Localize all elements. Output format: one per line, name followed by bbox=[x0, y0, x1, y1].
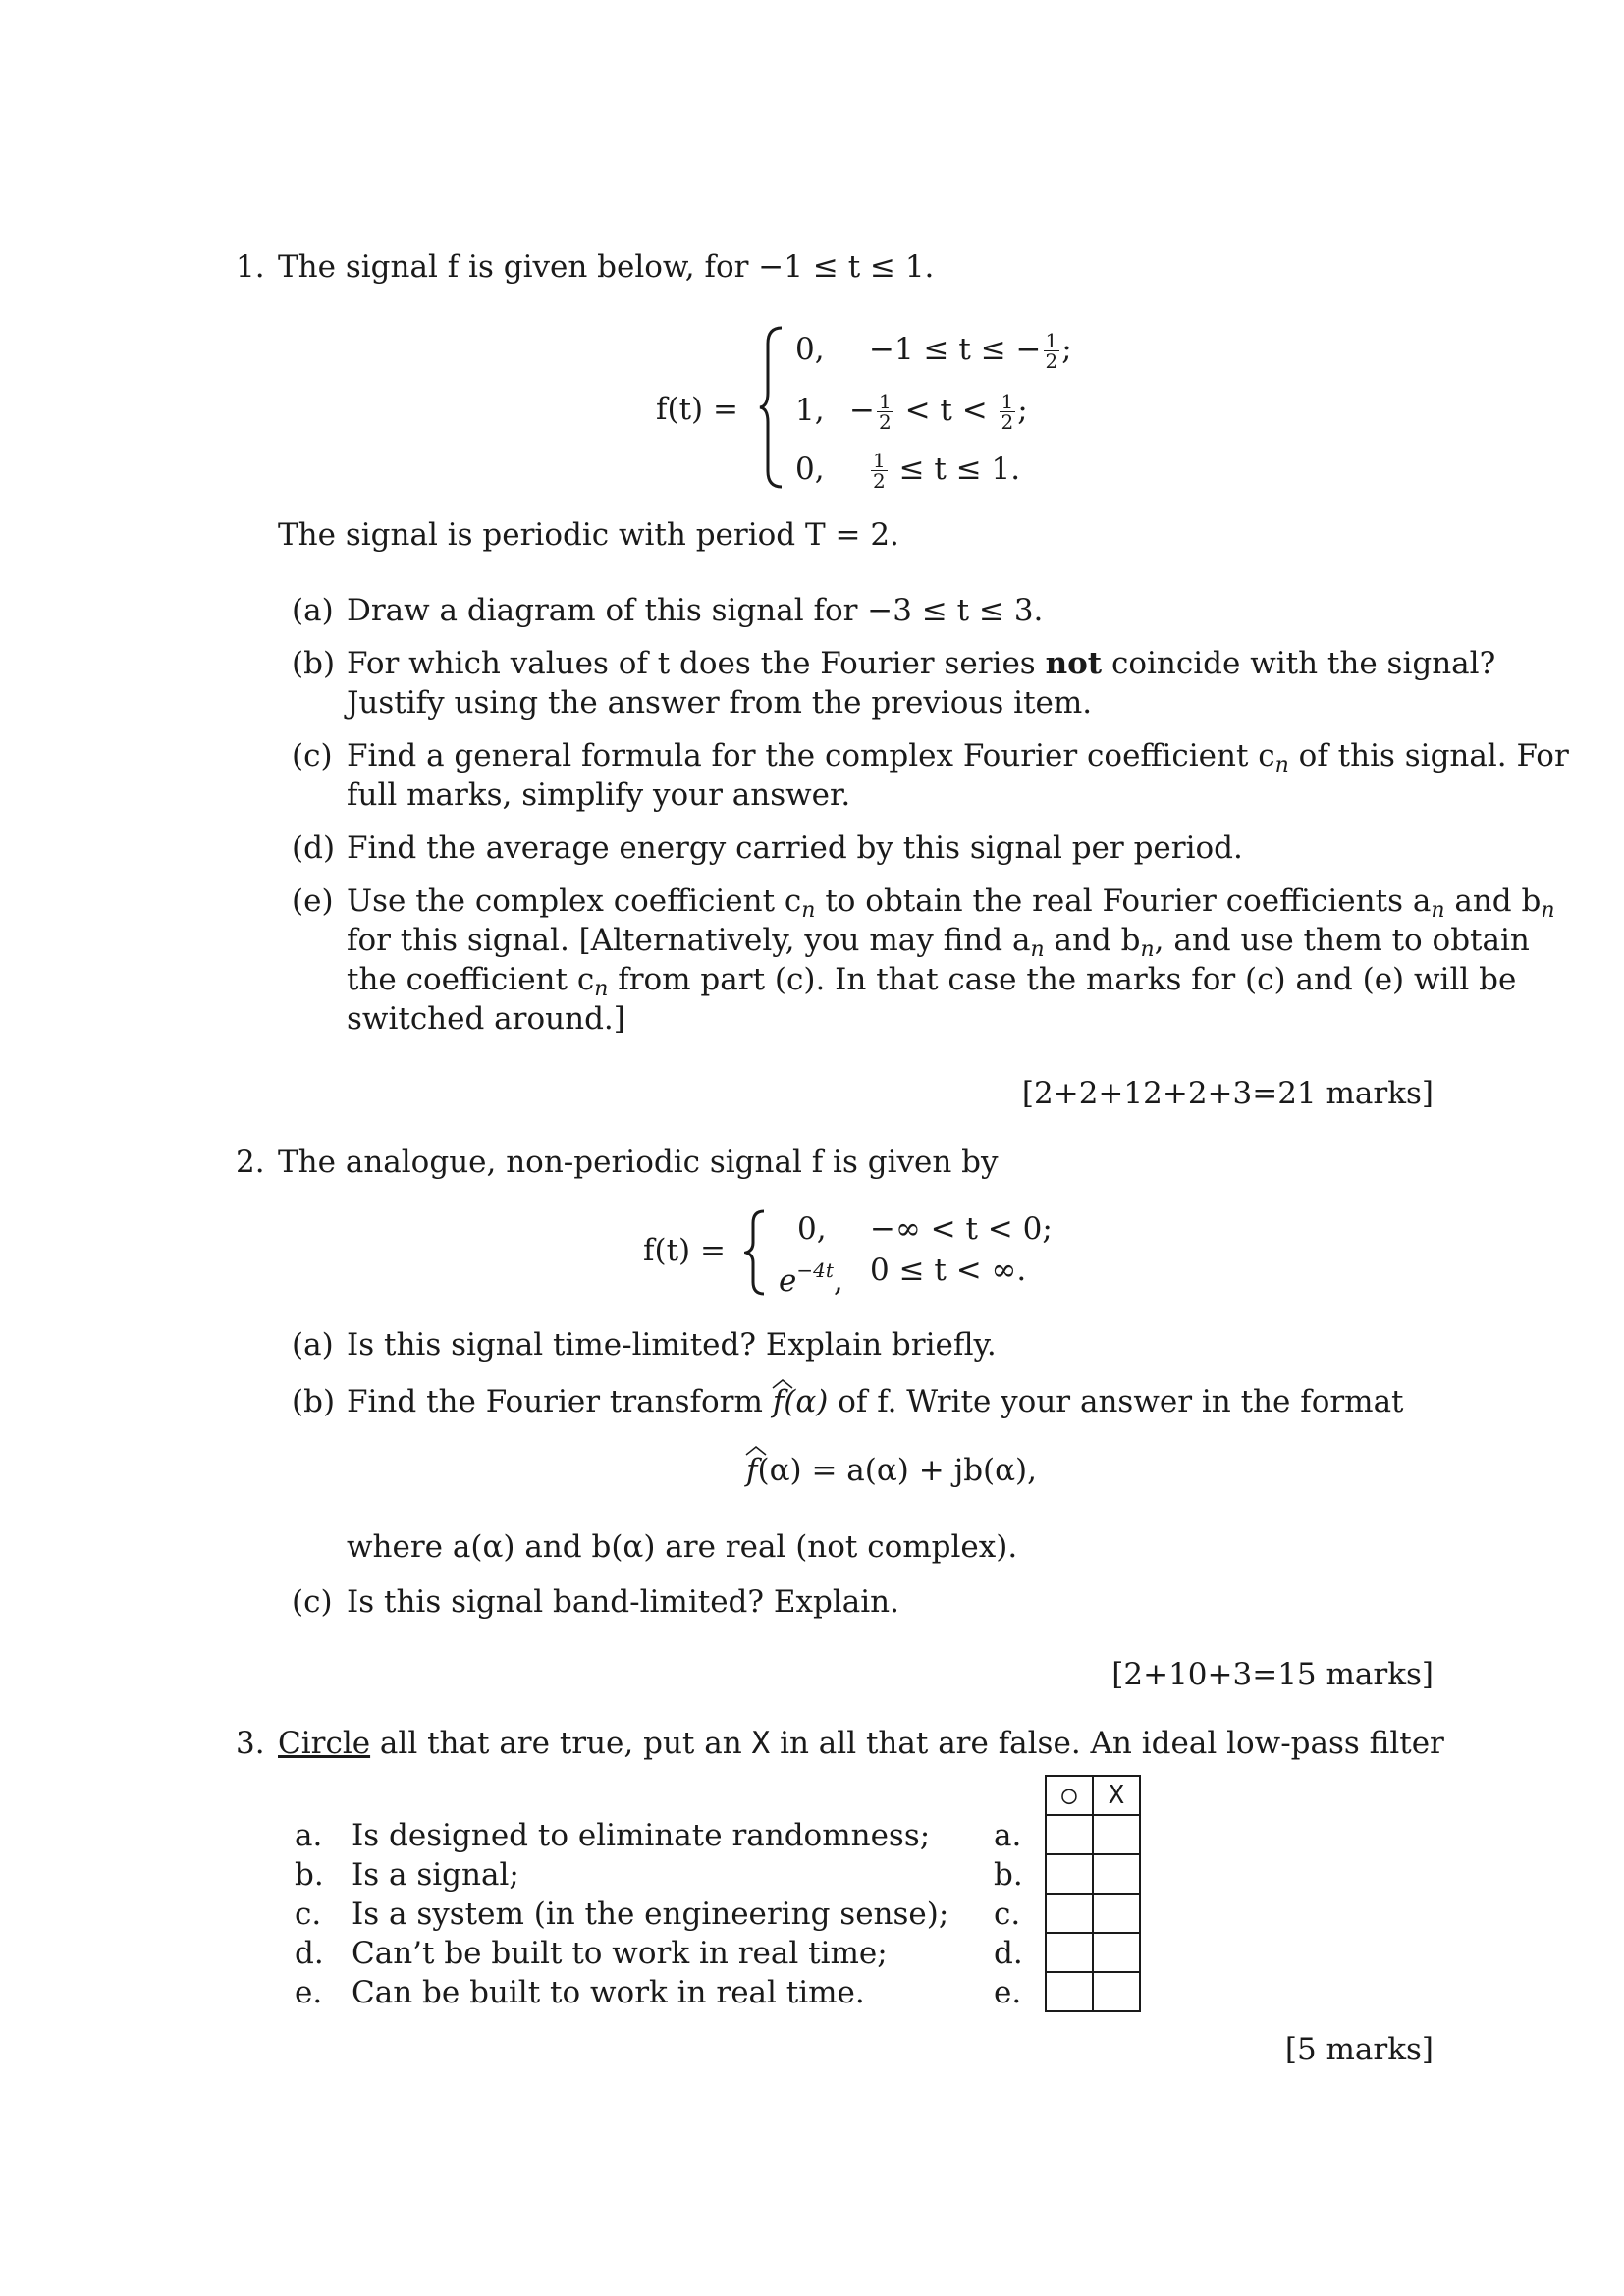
grid-cell-c-false[interactable] bbox=[1093, 1894, 1140, 1933]
q3-item-d-label: d. bbox=[295, 1936, 324, 1971]
q3-grid-label-a: a. bbox=[994, 1818, 1022, 1853]
q1c-text: Find a general formula for the complex Fourier coefficient c bbox=[347, 738, 1275, 774]
q3-grid-label-b: b. bbox=[994, 1857, 1023, 1893]
q2b-label: (b) bbox=[292, 1384, 336, 1419]
q3-x-symbol: X bbox=[751, 1726, 771, 1761]
q1e-l1c: and b bbox=[1444, 883, 1542, 919]
q3-grid-label-d: d. bbox=[994, 1936, 1023, 1971]
q1-case2-minus: − bbox=[849, 393, 875, 428]
q3-item-c-label: c. bbox=[295, 1896, 322, 1932]
q1-marks: [2+2+12+2+3=21 marks] bbox=[1021, 1076, 1434, 1111]
q3-marks: [5 marks] bbox=[1284, 2032, 1434, 2067]
q2-left-brace bbox=[744, 1207, 770, 1298]
q1-period-text: The signal is periodic with period T = 2. bbox=[278, 517, 899, 553]
q2a-label: (a) bbox=[292, 1327, 334, 1362]
frac-den: 2 bbox=[1045, 349, 1058, 373]
q1b-text-post: coincide with the signal? bbox=[1102, 646, 1496, 681]
grid-row-a bbox=[1046, 1815, 1140, 1854]
q2a-text: Is this signal time-limited? Explain briefly. bbox=[347, 1327, 997, 1362]
grid-row-d bbox=[1046, 1933, 1140, 1972]
grid-header-row bbox=[1046, 1776, 1140, 1815]
q1e-l2b: and b bbox=[1044, 923, 1141, 958]
q3-item-d-text: Can’t be built to work in real time; bbox=[352, 1936, 888, 1971]
frac-num: 1 bbox=[1045, 329, 1058, 352]
q1a-text: Draw a diagram of this signal for −3 ≤ t ≤ 3. bbox=[347, 593, 1044, 628]
q1-case1-cond bbox=[869, 330, 1072, 371]
q3-item-a-label: a. bbox=[295, 1818, 323, 1853]
grid-cell-d-false[interactable] bbox=[1093, 1933, 1140, 1972]
q1e-l1a: Use the complex coefficient c bbox=[347, 883, 802, 919]
q2-formula-text: (α) = a(α) + jb(α), bbox=[757, 1453, 1038, 1488]
q1b-bold-not: not bbox=[1045, 646, 1103, 681]
frac-num: 1 bbox=[1001, 390, 1014, 413]
grid-cell-b-true[interactable] bbox=[1046, 1854, 1093, 1894]
q2-intro: The analogue, non-periodic signal f is given by bbox=[278, 1145, 999, 1180]
q3-circle-word: Circle bbox=[278, 1726, 371, 1761]
frac-num: 1 bbox=[873, 449, 886, 472]
q2c-label: (c) bbox=[292, 1584, 333, 1620]
frac-den: 2 bbox=[878, 410, 892, 434]
q3-intro bbox=[278, 1724, 1444, 1763]
q2-exponent: −4t bbox=[796, 1258, 834, 1282]
q3-item-a-text: Is designed to eliminate randomness; bbox=[352, 1818, 931, 1853]
grid-cell-a-false[interactable] bbox=[1093, 1815, 1140, 1854]
q1e-sub: n bbox=[801, 898, 816, 923]
q2-piecewise-lhs: f(t) = bbox=[643, 1233, 726, 1268]
q1-intro: The signal f is given below, for −1 ≤ t ≤ 1. bbox=[278, 249, 935, 285]
grid-cell-b-false[interactable] bbox=[1093, 1854, 1140, 1894]
grid-cell-e-false[interactable] bbox=[1093, 1972, 1140, 2011]
q1e-sub: n bbox=[594, 977, 609, 1001]
q2-case1-cond: −∞ < t < 0; bbox=[870, 1211, 1053, 1247]
grid-cell-e-true[interactable] bbox=[1046, 1972, 1093, 2011]
q1c-sub: n bbox=[1274, 753, 1289, 777]
q1-case2-value: 1, bbox=[795, 393, 825, 428]
q3-grid-label-e: e. bbox=[994, 1975, 1022, 2010]
q1e-label: (e) bbox=[292, 883, 334, 919]
q2b-text bbox=[347, 1382, 1404, 1421]
q1-case3-cond bbox=[869, 450, 1020, 491]
q2c-text: Is this signal band-limited? Explain. bbox=[347, 1584, 899, 1620]
grid-cell-d-true[interactable] bbox=[1046, 1933, 1093, 1972]
q1-case2-frac1 bbox=[877, 392, 893, 432]
q1-case1-value: 0, bbox=[795, 332, 825, 367]
q1b-line2: Justify using the answer from the previous item. bbox=[347, 685, 1093, 721]
frac-den: 2 bbox=[873, 469, 886, 493]
q1-case1-frac bbox=[1044, 331, 1060, 371]
q1-case2-end: ; bbox=[1017, 393, 1028, 428]
q1e-sub: n bbox=[1541, 898, 1555, 923]
q2-formula-fhat: f bbox=[746, 1453, 757, 1488]
q1-case3-end: ≤ t ≤ 1. bbox=[889, 452, 1021, 487]
q1-left-brace bbox=[758, 324, 787, 491]
grid-cell-a-true[interactable] bbox=[1046, 1815, 1093, 1854]
q1e-sub: n bbox=[1030, 937, 1045, 962]
q2-exp-base: e bbox=[779, 1263, 797, 1299]
q1b-label: (b) bbox=[292, 646, 336, 681]
q1c-label: (c) bbox=[292, 738, 333, 774]
hat-accent bbox=[744, 1445, 768, 1457]
grid-cell-c-true[interactable] bbox=[1046, 1894, 1093, 1933]
grid-header-x: X bbox=[1093, 1776, 1140, 1815]
q1-case1-cond-text: −1 ≤ t ≤ − bbox=[869, 332, 1042, 367]
q1e-l2c: , and use them to obtain bbox=[1154, 923, 1530, 958]
grid-row-b bbox=[1046, 1854, 1140, 1894]
hat-accent bbox=[771, 1378, 794, 1390]
q1b-text-pre: For which values of t does the Fourier series bbox=[347, 646, 1046, 681]
grid-row-e bbox=[1046, 1972, 1140, 2011]
grid-row-c bbox=[1046, 1894, 1140, 1933]
q2-case2-value bbox=[779, 1251, 843, 1301]
q1a-label: (a) bbox=[292, 593, 334, 628]
q3-intro-post: in all that are false. An ideal low-pass filter bbox=[770, 1726, 1444, 1761]
q2-case1-value: 0, bbox=[797, 1211, 827, 1247]
q3-item-c-text: Is a system (in the engineering sense); bbox=[352, 1896, 949, 1932]
q1e-l3a: the coefficient c bbox=[347, 962, 595, 997]
q2b-fhat bbox=[773, 1384, 829, 1419]
q3-number: 3. bbox=[236, 1726, 265, 1761]
q1e-l1b: to obtain the real Fourier coefficients a bbox=[815, 883, 1432, 919]
q1c-text-post: of this signal. For bbox=[1288, 738, 1569, 774]
q3-item-e-label: e. bbox=[295, 1975, 323, 2010]
q1d-label: (d) bbox=[292, 830, 336, 866]
q2-case2-cond: 0 ≤ t < ∞. bbox=[870, 1253, 1027, 1288]
q1d-text: Find the average energy carried by this signal per period. bbox=[347, 830, 1243, 866]
q1c-line2: full marks, simplify your answer. bbox=[347, 777, 851, 813]
frac-num: 1 bbox=[878, 390, 892, 413]
q1e-line4: switched around.] bbox=[347, 1001, 625, 1037]
q1e-l2a: for this signal. [Alternatively, you may find a bbox=[347, 923, 1031, 958]
q3-intro-mid: all that are true, put an bbox=[370, 1726, 752, 1761]
q1-case3-value: 0, bbox=[795, 452, 825, 487]
grid-header-circle: ○ bbox=[1046, 1776, 1093, 1815]
frac-den: 2 bbox=[1001, 410, 1014, 434]
q1-case3-frac bbox=[871, 451, 888, 491]
q1-piecewise-lhs: f(t) = bbox=[656, 392, 738, 427]
q2-number: 2. bbox=[236, 1145, 265, 1180]
q3-grid-label-c: c. bbox=[994, 1896, 1021, 1932]
q2-case2-comma: , bbox=[833, 1263, 843, 1299]
q2b-text-post: of f. Write your answer in the format bbox=[828, 1384, 1404, 1419]
q3-item-b-text: Is a signal; bbox=[352, 1857, 519, 1893]
q3-item-b-label: b. bbox=[295, 1857, 324, 1893]
q1b-line1 bbox=[347, 644, 1495, 683]
q1e-sub: n bbox=[1431, 898, 1445, 923]
q3-answer-grid bbox=[1045, 1775, 1141, 2012]
q1-case2-cond bbox=[849, 391, 1028, 432]
q2-formula bbox=[746, 1451, 1037, 1490]
q1-number: 1. bbox=[236, 249, 265, 285]
q1-case1-cond-end: ; bbox=[1061, 332, 1072, 367]
q1e-sub: n bbox=[1140, 937, 1155, 962]
q3-item-e-text: Can be built to work in real time. bbox=[352, 1975, 865, 2010]
q2-marks: [2+10+3=15 marks] bbox=[1111, 1657, 1434, 1692]
q1-case2-frac2 bbox=[1000, 392, 1016, 432]
q2b-text-pre: Find the Fourier transform bbox=[347, 1384, 773, 1419]
q2-where-text: where a(α) and b(α) are real (not complex). bbox=[347, 1529, 1018, 1565]
q1-case2-mid: < t < bbox=[894, 393, 998, 428]
q2b-fhat-text: f(α) bbox=[772, 1384, 829, 1419]
q1e-l3b: from part (c). In that case the marks for (c) and (e) will be bbox=[608, 962, 1517, 997]
